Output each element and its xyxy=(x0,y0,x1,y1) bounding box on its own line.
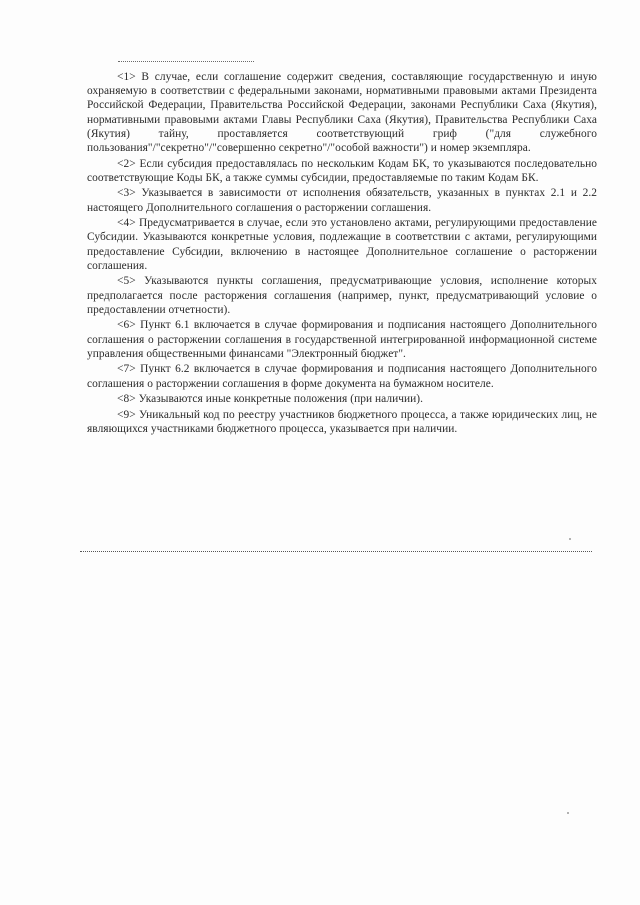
footnote-8: <8> Указываются иные конкретные положения (при наличии). xyxy=(117,393,424,406)
footnote-5: <5> Указываются пункты соглашения, предусматривающие условия, исполнение которых предполагается после расторжения соглашения (например, пункт, предусматривающий условие о предоставлении отчетности). xyxy=(87,275,597,316)
footnote-separator-line xyxy=(118,61,254,62)
footnote-2: <2> Если субсидия предоставлялась по нескольким Кодам БК, то указываются последовательно соответствующие Коды БК, а также суммы субсидии, предоставляемые по таким Кодам БК. xyxy=(87,157,597,184)
bottom-scan-line xyxy=(80,551,592,552)
footnote-6: <6> Пункт 6.1 включается в случае формирования и подписания настоящего Дополнительного соглашения о расторжении соглашения в государственной интегрированной информационной системе управления общественными финансами "Электронный бюджет". xyxy=(87,319,597,360)
footnote-4: <4> Предусматривается в случае, если это установлено актами, регулирующими предоставление Субсидии. Указываются конкретные условия, подлежащие в соответствии с актами, регулирующими предоставление Субсидии, включению в настоящее Дополнительное соглашение о расторжении соглашения. xyxy=(87,217,597,272)
footnote-9: <9> Уникальный код по реестру участников бюджетного процесса, а также юридических лиц, не являющихся участниками бюджетного процесса, указывается при наличии. xyxy=(87,408,597,435)
footnotes-section xyxy=(87,70,597,438)
footnote-7: <7> Пункт 6.2 включается в случае формирования и подписания настоящего Дополнительного соглашения о расторжении соглашения в форме документа на бумажном носителе. xyxy=(87,363,597,390)
footnote-3: <3> Указывается в зависимости от исполнения обязательств, указанных в пунктах 2.1 и 2.2 настоящего Дополнительного соглашения о расторжении соглашения. xyxy=(87,187,597,214)
footnote-1: <1> В случае, если соглашение содержит сведения, составляющие государственную и иную охраняемую в соответствии с федеральными законами, нормативными правовыми актами Президента Российской Федерации, Правительства Российской Федерации, законами Республики Саха (Якутия), нормативными правовыми актами Главы Республики Саха (Якутия), Правительства Республики Саха (Якутия) тайну, проставляется соответствующий гриф ("для служебного пользования"/"секретно"/"совершенно секретно"/"особой важности") и номер экземпляра. xyxy=(87,71,597,155)
scan-speck xyxy=(567,812,569,814)
scan-speck xyxy=(569,538,571,540)
